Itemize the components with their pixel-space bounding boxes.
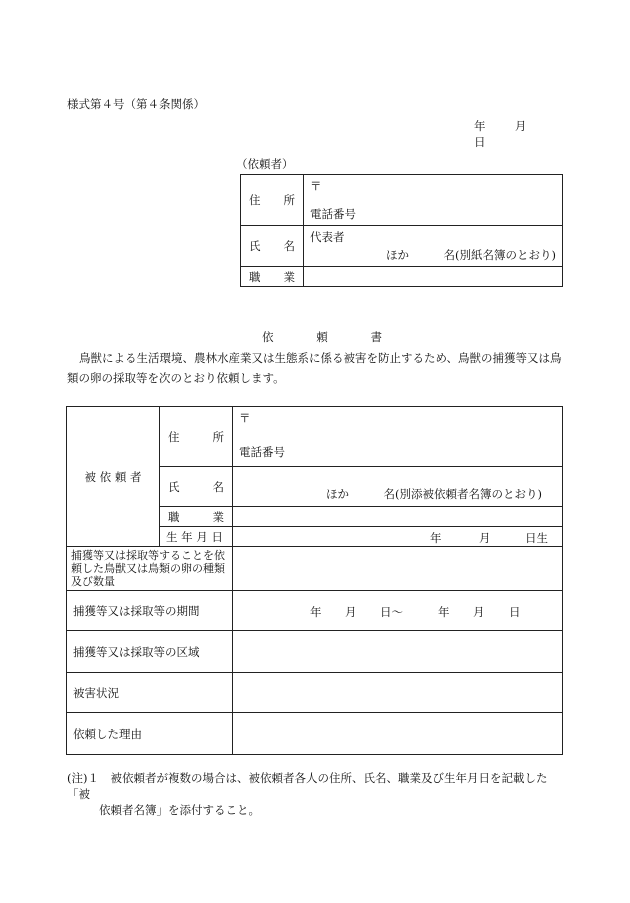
damage-label: 被害状況 (67, 673, 233, 713)
requestee-address-field[interactable] (233, 407, 563, 467)
requester-table (240, 174, 563, 287)
request-title-char: 書 (370, 330, 382, 344)
requestee-occupation-field[interactable] (233, 507, 563, 527)
period-label: 捕獲等又は採取等の期間 (67, 591, 233, 631)
request-title-char: 頼 (316, 330, 328, 344)
note-line-2: 依頼者名簿」を添付すること。 (99, 803, 260, 817)
requester-name-label: 氏 名 (241, 226, 304, 267)
species-field[interactable] (233, 547, 563, 591)
request-title-char: 依 (262, 330, 274, 344)
request-title (262, 329, 382, 345)
requester-address-label: 住 所 (241, 175, 304, 226)
requester-name-field[interactable] (304, 226, 563, 267)
area-field[interactable] (233, 631, 563, 673)
requester-postal-mark: 〒 (310, 179, 322, 193)
birth-year: 年 (430, 530, 442, 545)
period-day-end: 日 (509, 604, 521, 619)
requestee-postal-mark: 〒 (239, 411, 251, 425)
period-year-end: 年 (438, 604, 450, 619)
requester-others-text: ほか 名(別紙名簿のとおり) (386, 248, 556, 262)
date-day: 日 (474, 135, 486, 149)
note-line-1: 被依頼者が複数の場合は、被依頼者各人の住所、氏名、職業及び生年月日を記載した「被 (67, 771, 548, 801)
requestee-others-text: ほか 名(別添被依頼者名簿のとおり) (326, 487, 542, 501)
requestee-name-field[interactable] (233, 467, 563, 507)
period-month-end: 月 (473, 604, 485, 619)
birth-day: 日生 (525, 530, 548, 545)
date-month: 月 (514, 119, 527, 133)
birth-month: 月 (479, 530, 491, 545)
period-field[interactable] (233, 591, 563, 631)
requestee-birthdate-label: 生 年 月 日 (160, 527, 233, 547)
requestee-name-label: 氏 名 (160, 467, 233, 507)
period-month-start: 月 (345, 604, 357, 619)
form-number: 様式第４号（第４条関係） (67, 97, 205, 111)
damage-field[interactable] (233, 673, 563, 713)
requester-occupation-field[interactable] (304, 267, 563, 287)
species-label: 捕獲等又は採取等することを依頼した鳥獣又は鳥類の卵の種類及び数量 (67, 547, 233, 591)
requestee-occupation-label: 職 業 (160, 507, 233, 527)
area-label: 捕獲等又は採取等の区域 (67, 631, 233, 673)
requester-occupation-label: 職 業 (241, 267, 304, 287)
request-body: 鳥獣による生活環境、農林水産業又は生態系に係る被害を防止するため、鳥獣の捕獲等又は鳥類の卵の採取等を次のとおり依頼します。 (67, 351, 562, 385)
requester-representative-label: 代表者 (310, 230, 345, 244)
requestee-label: 被 依 頼 者 (67, 407, 160, 547)
requester-address-field[interactable] (304, 175, 563, 226)
requester-phone-label: 電話番号 (310, 207, 356, 221)
date-line (474, 118, 564, 150)
note-prefix: (注)１ (67, 771, 99, 785)
date-year: 年 (474, 119, 486, 133)
period-year-start: 年 (310, 604, 322, 619)
period-day-start: 日〜 (380, 604, 403, 619)
requestee-address-label: 住 所 (160, 407, 233, 467)
requestee-phone-label: 電話番号 (239, 445, 285, 459)
requestee-birthdate-field[interactable] (233, 527, 563, 547)
main-table (66, 406, 563, 755)
requester-caption: （依頼者） (236, 157, 294, 171)
reason-label: 依頼した理由 (67, 713, 233, 755)
note (67, 770, 567, 818)
reason-field[interactable] (233, 713, 563, 755)
